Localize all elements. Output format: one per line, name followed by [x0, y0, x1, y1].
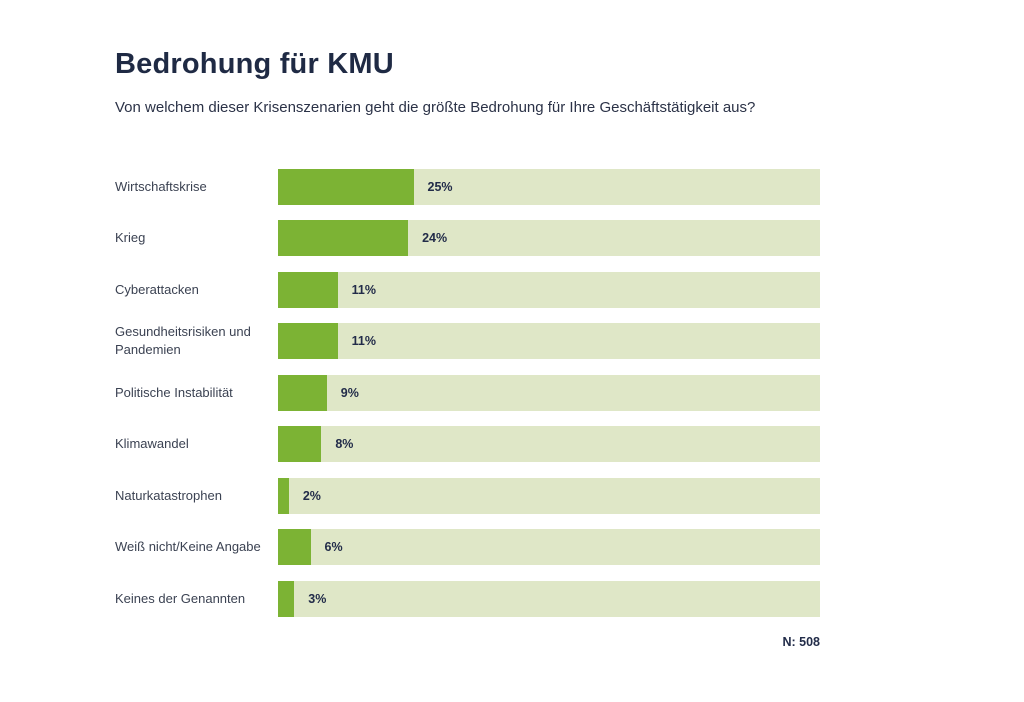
category-label: Gesundheitsrisiken und Pandemien	[115, 324, 251, 358]
bar-fill	[278, 529, 311, 565]
value-label: 24%	[422, 231, 448, 246]
bar-track	[278, 220, 820, 256]
category-label: Politische Instabilität	[115, 384, 233, 400]
value-label: 11%	[351, 282, 376, 297]
chart-row	[115, 470, 820, 522]
bar-track	[278, 426, 820, 462]
value-label: 6%	[324, 540, 343, 555]
chart-row	[115, 419, 820, 471]
bar-track	[278, 375, 820, 411]
category-label: Weiß nicht/Keine Angabe	[115, 539, 261, 555]
category-label: Cyberattacken	[115, 281, 199, 297]
value-label: 11%	[351, 334, 376, 349]
chart-container	[115, 48, 820, 649]
value-label: 8%	[335, 437, 354, 452]
chart-row	[115, 161, 820, 213]
category-label: Krieg	[115, 230, 146, 246]
chart-subtitle: Von welchem dieser Krisenszenarien geht die größte Bedrohung für Ihre Geschäftstätigkeit aus?	[115, 99, 756, 116]
bar-fill	[278, 169, 414, 205]
bar-fill	[278, 323, 338, 359]
chart-row	[115, 316, 820, 368]
category-label: Keines der Genannten	[115, 590, 246, 606]
chart-row	[115, 367, 820, 419]
chart-title: Bedrohung für KMU	[115, 48, 394, 80]
bar-fill	[278, 272, 338, 308]
bar-track	[278, 581, 820, 617]
category-label: Naturkatastrophen	[115, 487, 222, 503]
chart-row	[115, 573, 820, 625]
bar-track	[278, 272, 820, 308]
chart-row	[115, 213, 820, 265]
chart-row	[115, 264, 820, 316]
category-label: Klimawandel	[115, 436, 189, 452]
category-label: Wirtschaftskrise	[115, 178, 207, 194]
value-label: 9%	[340, 385, 359, 400]
bar-track	[278, 169, 820, 205]
chart-row	[115, 522, 820, 574]
sample-size-note: N: 508	[782, 634, 820, 649]
bar-fill	[278, 581, 294, 617]
bar-fill	[278, 426, 321, 462]
bar-track	[278, 478, 820, 514]
bar-fill	[278, 375, 327, 411]
value-label: 25%	[427, 179, 453, 194]
bar-chart	[115, 161, 820, 625]
bar-fill	[278, 220, 408, 256]
value-label: 2%	[302, 488, 321, 503]
bar-track	[278, 323, 820, 359]
value-label: 3%	[308, 591, 327, 606]
bar-fill	[278, 478, 289, 514]
bar-track	[278, 529, 820, 565]
